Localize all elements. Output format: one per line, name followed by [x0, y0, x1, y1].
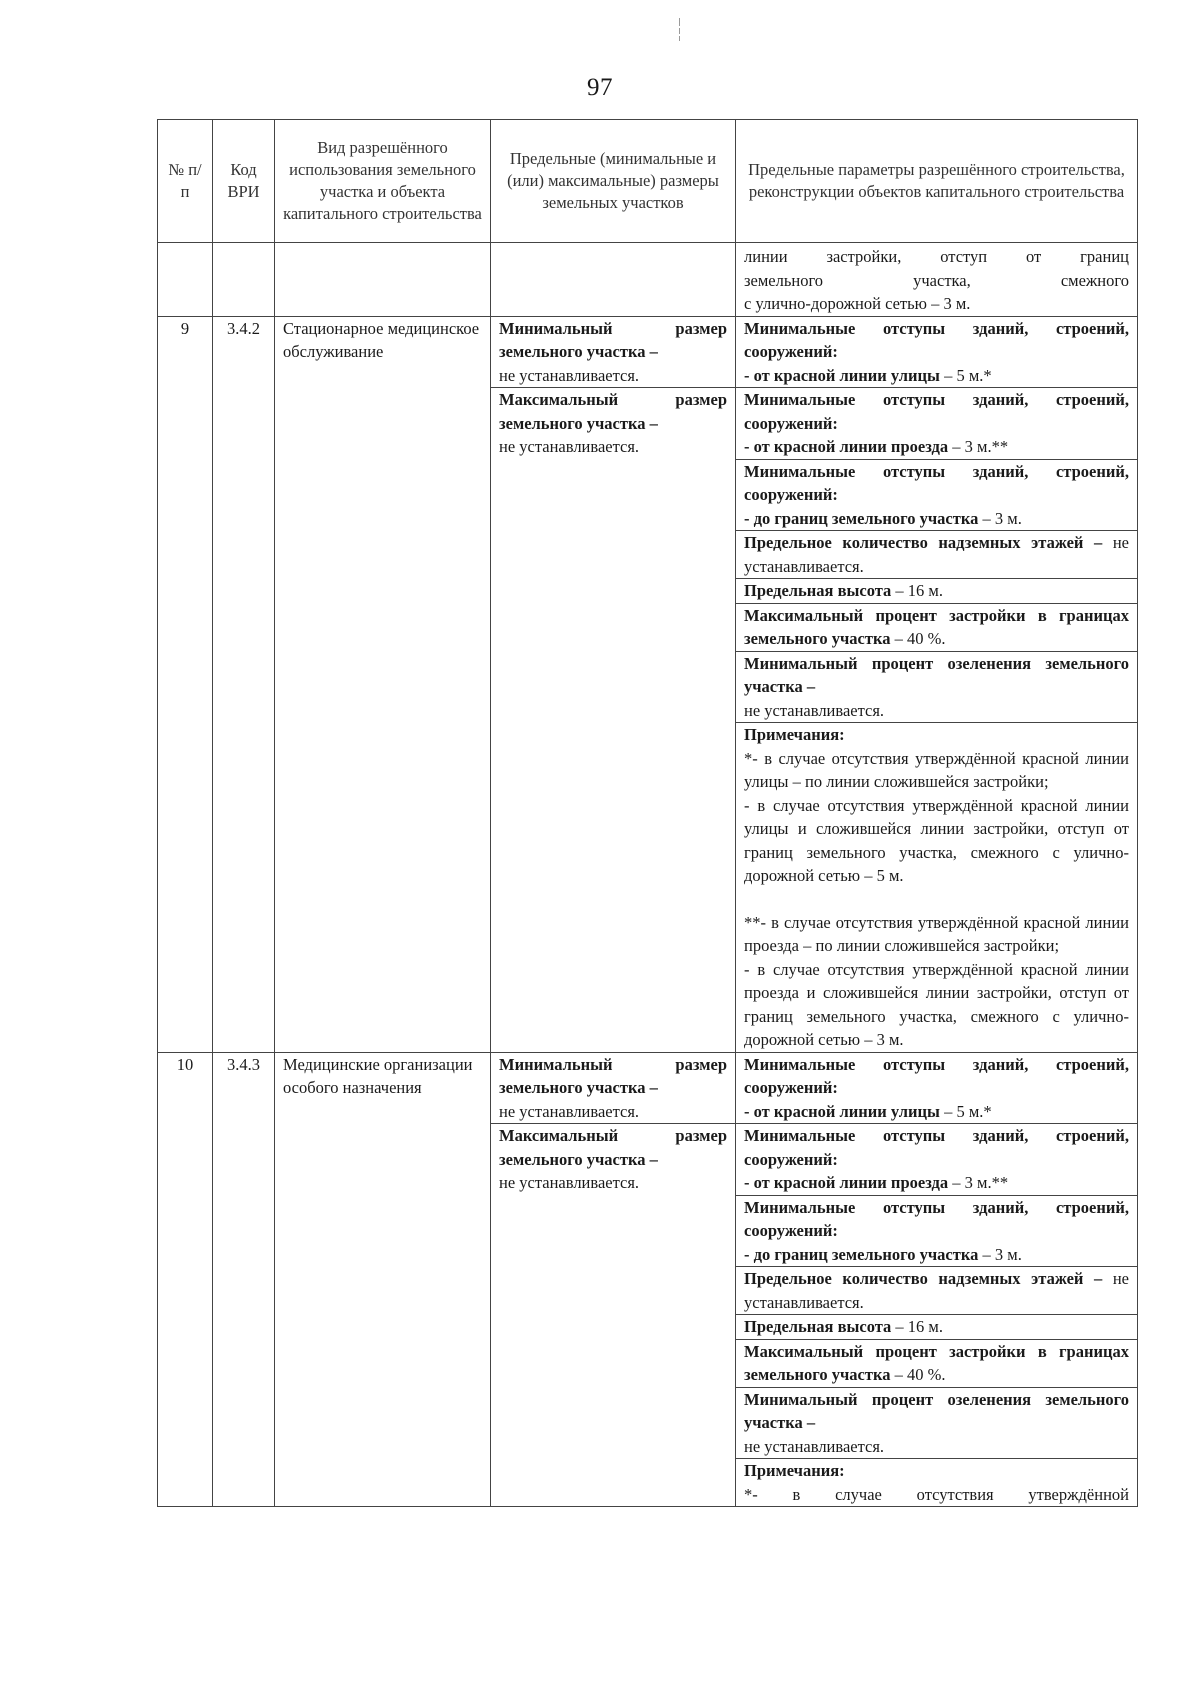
- param-value: – 3 м.: [978, 508, 1022, 528]
- param-greenery: [736, 651, 1138, 723]
- notes-title: Примечания:: [744, 1461, 845, 1480]
- table-row: [158, 316, 1138, 388]
- row-use-type: Стационарное медицинское обслуживание: [275, 316, 491, 1052]
- param-setback-driveway: [736, 1124, 1138, 1196]
- param-setback-street: [736, 316, 1138, 388]
- header-use-type: Вид разрешённого использования земельного участка и объекта капитального строительства: [275, 120, 491, 243]
- land-min-size: [491, 316, 736, 388]
- param-greenery: [736, 1387, 1138, 1459]
- continuation-line: с улично-дорожной сетью – 3 м.: [744, 294, 971, 313]
- param-value: – 3 м.**: [948, 1173, 1009, 1192]
- page-number: 97: [587, 74, 613, 101]
- row-code: 3.4.3: [213, 1052, 275, 1507]
- param-label: Минимальные отступы зданий, строений, сооружений:: [744, 461, 1129, 504]
- param-floors: [736, 1267, 1138, 1315]
- row-use-type: Медицинские организации особого назначения: [275, 1052, 491, 1507]
- land-max-value: не устанавливается.: [499, 437, 640, 456]
- param-value: – 16 м.: [891, 581, 943, 600]
- param-label: Максимальный процент застройки в границах земельного участка: [744, 605, 1129, 648]
- param-setback-boundary: [736, 459, 1138, 531]
- param-label: Минимальные отступы зданий, строений, сооружений:: [744, 1197, 1129, 1240]
- land-min-size: [491, 1052, 736, 1124]
- notes-cell: [736, 723, 1138, 1053]
- land-max-value: не устанавливается.: [499, 1173, 640, 1192]
- param-label: Минимальные отступы зданий, строений, сооружений:: [744, 318, 1129, 361]
- land-min-value: не устанавливается.: [499, 365, 640, 385]
- note: - в случае отсутствия утверждённой красной линии улицы и сложившейся линии застройки, отступ от границ земельного участка, смежного с улично-дорожной сетью – 5 м.: [744, 795, 1129, 885]
- land-min-label: Минимальный размер земельного участка –: [499, 1054, 727, 1097]
- row-number: 10: [158, 1052, 213, 1507]
- param-sublabel: - от красной линии улицы: [744, 365, 940, 385]
- param-value: – 3 м.: [978, 1244, 1022, 1264]
- param-label: Минимальный процент озеленения земельного участка –: [744, 1389, 1129, 1432]
- param-setback-street: [736, 1052, 1138, 1124]
- param-label: Минимальные отступы зданий, строений, сооружений:: [744, 390, 1129, 433]
- param-sublabel: - от красной линии улицы: [744, 1101, 940, 1121]
- param-label: Предельная высота: [744, 581, 892, 600]
- land-min-value: не устанавливается.: [499, 1101, 640, 1121]
- notes-title: Примечания:: [744, 725, 845, 744]
- land-max-size: [491, 388, 736, 1053]
- table-header-row: [158, 120, 1138, 243]
- row-code: 3.4.2: [213, 316, 275, 1052]
- param-value: не устанавливается.: [744, 1269, 1129, 1312]
- continuation-line: линии застройки, отступ от границ: [744, 247, 1129, 266]
- scan-mark: [676, 16, 682, 46]
- param-sublabel: - до границ земельного участка: [744, 508, 979, 528]
- param-floors: [736, 531, 1138, 579]
- param-value: не устанавливается.: [744, 1436, 885, 1456]
- param-value: – 3 м.**: [948, 437, 1009, 456]
- param-label: Предельная высота: [744, 1317, 892, 1336]
- param-setback-boundary: [736, 1195, 1138, 1267]
- param-label: Минимальные отступы зданий, строений, сооружений:: [744, 1054, 1129, 1097]
- land-max-label: Максимальный размер земельного участка –: [499, 390, 727, 433]
- param-value: не устанавливается.: [744, 533, 1129, 576]
- param-value: – 5 м.*: [939, 365, 992, 385]
- param-label: Минимальный процент озеленения земельного участка –: [744, 653, 1129, 696]
- param-height: [736, 579, 1138, 604]
- param-value: – 5 м.*: [939, 1101, 992, 1121]
- header-build-params: Предельные параметры разрешённого строительства, реконструкции объектов капитального строительства: [736, 120, 1138, 243]
- notes-cell: [736, 1459, 1138, 1507]
- param-value: – 40 %.: [890, 1365, 946, 1384]
- row-number: 9: [158, 316, 213, 1052]
- param-sublabel: - от красной линии проезда: [744, 1173, 949, 1192]
- note: **- в случае отсутствия утверждённой красной линии проезда – по линии сложившейся застройки;: [744, 912, 1129, 955]
- continuation-cell: [736, 243, 1138, 317]
- param-coverage: [736, 603, 1138, 651]
- header-number: № п/п: [158, 120, 213, 243]
- param-label: Максимальный процент застройки в границах земельного участка: [744, 1341, 1129, 1384]
- continuation-row: [158, 243, 1138, 317]
- header-land-size: Предельные (минимальные и (или) максимальные) размеры земельных участков: [491, 120, 736, 243]
- param-coverage: [736, 1339, 1138, 1387]
- param-setback-driveway: [736, 388, 1138, 460]
- regulations-table: [157, 119, 1138, 1507]
- land-max-size: [491, 1124, 736, 1507]
- param-height: [736, 1315, 1138, 1340]
- param-value: – 40 %.: [890, 629, 946, 648]
- param-value: не устанавливается.: [744, 700, 885, 720]
- param-sublabel: - от красной линии проезда: [744, 437, 949, 456]
- param-label: Минимальные отступы зданий, строений, сооружений:: [744, 1126, 1129, 1169]
- note: *- в случае отсутствия утверждённой красной линии улицы – по линии сложившейся застройки;: [744, 748, 1129, 791]
- note: *- в случае отсутствия утверждённой: [744, 1484, 1129, 1504]
- param-value: – 16 м.: [891, 1317, 943, 1336]
- continuation-line: земельного участка, смежного: [744, 270, 1129, 290]
- param-label: Предельное количество надземных этажей –: [744, 1269, 1103, 1288]
- header-code: Код ВРИ: [213, 120, 275, 243]
- note: - в случае отсутствия утверждённой красной линии проезда и сложившейся линии застройки, отступ от границ земельного участка, смежного с улично-дорожной сетью – 3 м.: [744, 959, 1129, 1049]
- param-sublabel: - до границ земельного участка: [744, 1244, 979, 1264]
- param-label: Предельное количество надземных этажей –: [744, 533, 1103, 552]
- table-row: [158, 1052, 1138, 1124]
- land-min-label: Минимальный размер земельного участка –: [499, 318, 727, 361]
- land-max-label: Максимальный размер земельного участка –: [499, 1126, 727, 1169]
